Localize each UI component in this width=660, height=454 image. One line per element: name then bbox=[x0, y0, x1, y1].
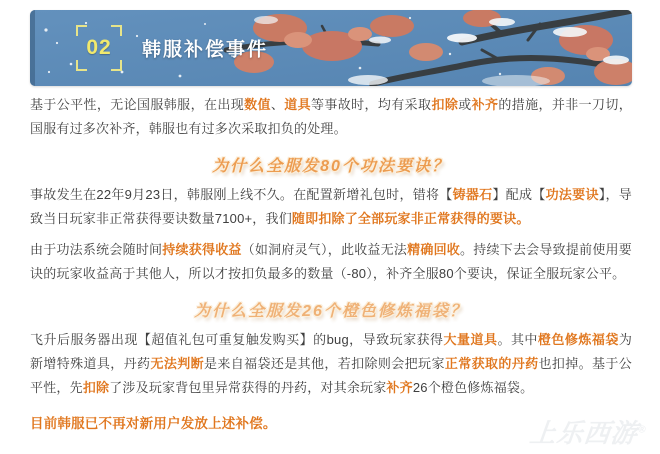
highlighted-text: 补齐 bbox=[471, 97, 499, 112]
body-text: 为新增特殊道具，丹药 bbox=[30, 332, 633, 371]
highlighted-text: 道具 bbox=[284, 97, 312, 112]
body-text: 基于公平性，无论国服韩服，在出现 bbox=[30, 97, 245, 112]
paragraph-reason-26 bbox=[30, 328, 632, 400]
body-text: 、 bbox=[270, 97, 285, 112]
section-number: 02 bbox=[86, 36, 112, 59]
body-text: 。持续下去会导致提前使用要诀的玩家收益高于其他人，所以才按扣负最多的数量（-80），补齐全服80个要诀，保证全服玩家公平。 bbox=[30, 242, 632, 281]
question-heading-2: 为什么全服发26个橙色修炼福袋？ bbox=[194, 303, 468, 320]
highlighted-text: 正常获取的丹药 bbox=[444, 356, 539, 371]
highlighted-text: 扣除 bbox=[431, 97, 459, 112]
paragraph-incident bbox=[30, 183, 632, 231]
body-text: 。其中 bbox=[497, 332, 538, 347]
watermark-mark: ® bbox=[637, 424, 647, 436]
body-text: 】，导致当日玩家非正常获得要诀数量7100+，我们 bbox=[30, 187, 632, 226]
section-title: 韩服补偿事件 bbox=[142, 39, 269, 61]
question-heading-1: 为什么全服发80个功法要诀？ bbox=[212, 158, 450, 175]
body-text: 或 bbox=[458, 97, 472, 112]
highlighted-text: 功法要诀 bbox=[545, 187, 599, 202]
watermark-text: 上乐西游 bbox=[527, 418, 640, 448]
body-text: （如洞府灵气），此收益无法 bbox=[241, 242, 408, 257]
highlighted-text: 无法判断 bbox=[150, 356, 204, 371]
body-text: 是来自福袋还是其他，若扣除则会把玩家 bbox=[203, 356, 445, 371]
paragraph-reason-80 bbox=[30, 238, 632, 286]
section-number-box bbox=[76, 25, 122, 71]
highlighted-text: 持续获得收益 bbox=[162, 242, 242, 257]
body-text: 了涉及玩家背包里异常获得的丹药，对其余玩家 bbox=[109, 380, 387, 395]
body-text: 的措施，并非一刀切，国服有过多次补齐，韩服也有过多次采取扣负的处理。 bbox=[30, 97, 632, 136]
highlighted-text: 补齐 bbox=[386, 380, 413, 395]
highlighted-text: 精确回收 bbox=[407, 242, 461, 257]
body-text: 等事故时，均有采取 bbox=[311, 97, 432, 112]
body-text: 也扣掉。基于公平性，先 bbox=[30, 356, 632, 395]
highlighted-text: 数值 bbox=[244, 97, 271, 112]
highlighted-text: 随即扣除了全部玩家非正常获得的要诀。 bbox=[291, 211, 530, 226]
section-banner bbox=[30, 10, 632, 86]
body-text: 26个橙色修炼福袋。 bbox=[412, 380, 534, 395]
highlighted-text: 大量道具 bbox=[443, 332, 498, 347]
body-text: 】配成【 bbox=[492, 187, 546, 202]
highlighted-text: 橙色修炼福袋 bbox=[537, 332, 619, 347]
highlighted-text: 扣除 bbox=[82, 380, 110, 395]
highlighted-text: 铸器石 bbox=[452, 187, 493, 202]
body-text: 事故发生在22年9月23日，韩服刚上线不久。在配置新增礼包时，错将【 bbox=[30, 187, 453, 202]
paragraph-intro bbox=[30, 93, 632, 141]
footer-note: 目前韩服已不再对新用户发放上述补偿。 bbox=[30, 416, 277, 431]
body-text: 由于功法系统会随时间 bbox=[30, 242, 163, 257]
watermark-logo bbox=[528, 413, 648, 450]
body-text: 飞升后服务器出现【超值礼包可重复触发购买】的bug，导致玩家获得 bbox=[30, 332, 444, 347]
